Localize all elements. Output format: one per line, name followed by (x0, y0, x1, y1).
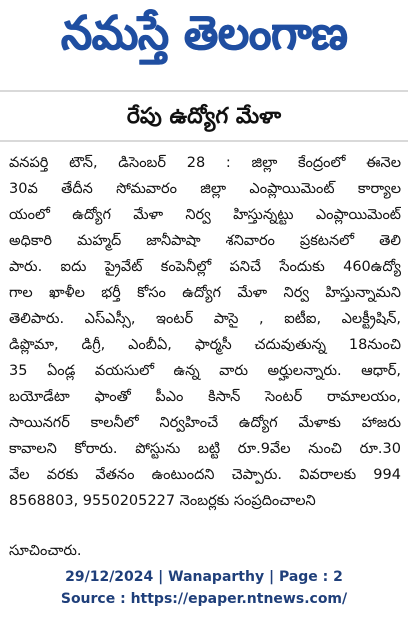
article-line: బయోడేటా ఫాంతో పీఎం కిసాన్ సెంటర్ రామాలయం, (9, 389, 401, 405)
headline-bottom-rule (0, 140, 408, 142)
article-line: తెలిపారు. ఎస్ఎస్సీ, ఇంటర్ పాసై , ఐటీఐ, ఎలక్ట్రీషిన్, (9, 311, 401, 327)
masthead-title: నమస్తే తెలంగాణ (60, 6, 348, 61)
article-line: గాల ఖాళీల భర్తీ కోసం ఉద్యోగ మేళా నిర్వ హిస్తున్నామని (9, 285, 401, 301)
footer (0, 566, 408, 610)
article-line: అధికారి మహ్మద్ జానీపాషా శనివారం ప్రకటనలో తెలి (9, 233, 401, 249)
article-cut-line: సూచించారు. (9, 543, 82, 558)
article-line: 35 ఏండ్ల వయసులో ఉన్న వారు అర్హులన్నారు. ఆధార్, (9, 363, 401, 379)
article-line: డిప్లొమా, డిగ్రీ, ఎంబీఏ, ఫార్మసీ చదువుతున్న 18నుంచి (9, 337, 401, 353)
article-line: పారు. ఐదు ప్రైవేట్ కంపెనీల్లో పనిచే సేందుకు 460ఉద్యో (9, 259, 401, 275)
article-body (9, 150, 401, 514)
article-line: సాయినగర్ కాలనీలో నిర్వహించే ఉద్యోగ మేళాకు హాజరు (9, 415, 401, 431)
article-line: 30వ తేదీన సోమవారం జిల్లా ఎంప్లాయిమెంట్ కార్యాల (9, 181, 401, 197)
masthead (0, 0, 408, 78)
article-line: వేల వరకు వేతనం ఉంటుందని చెప్పారు. వివరాలకు 994 (9, 467, 401, 483)
headline: రేపు ఉద్యోగ మేళా (126, 104, 282, 129)
footer-info: 29/12/2024 | Wanaparthy | Page : 2 (65, 569, 343, 585)
article-line: కావాలని కోరారు. పోస్టును బట్టి రూ.9వేల నుంచి రూ.30 (9, 441, 401, 457)
article-line: 8568803, 9550205227 నెంబర్లకు సంప్రదించాలని (9, 493, 316, 509)
article-line: యంలో ఉద్యోగ మేళా నిర్వ హిస్తున్నట్టు ఎంప్లాయిమెంట్ (9, 207, 401, 223)
footer-source: Source : https://epaper.ntnews.com/ (60, 591, 348, 607)
article-line: వనపర్తి టౌన్, డిసెంబర్ 28 : జిల్లా కేంద్రంలో ఈనెల (9, 155, 401, 171)
headline-top-rule (0, 90, 408, 92)
